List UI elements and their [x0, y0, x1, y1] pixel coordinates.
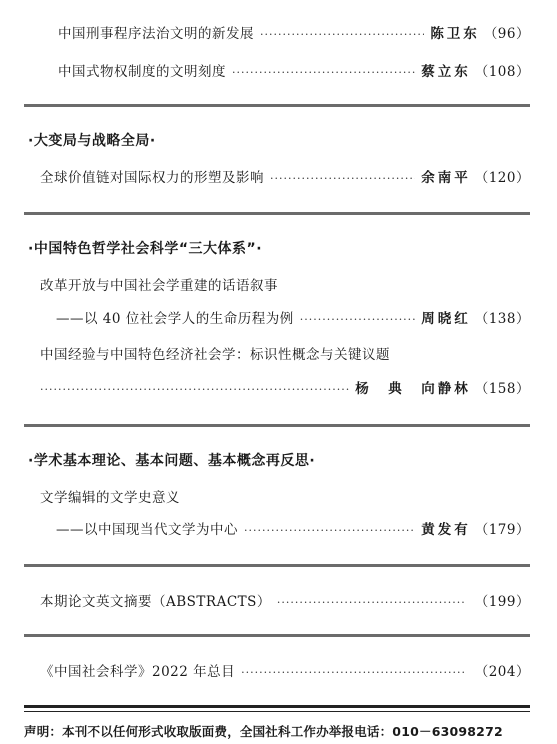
- toc-entry[interactable]: [40, 377, 530, 397]
- toc-entry[interactable]: [58, 60, 530, 80]
- footer-rule: [24, 705, 530, 708]
- section-divider: [24, 212, 530, 215]
- toc-entry-title[interactable]: [40, 486, 530, 506]
- entry-author: 周晓红: [421, 311, 471, 327]
- entry-page-number: （96）: [483, 26, 530, 42]
- entry-page-number: （179）: [474, 522, 530, 538]
- section-divider: [24, 564, 530, 567]
- dot-leader: [270, 172, 415, 185]
- dot-leader: [40, 383, 349, 396]
- section-heading: ·大变局与战略全局·: [28, 133, 156, 149]
- dot-leader: [260, 28, 424, 41]
- dot-leader: [232, 66, 415, 79]
- dot-leader: [244, 524, 415, 537]
- entry-page-number: （204）: [474, 664, 530, 680]
- dot-leader: [300, 313, 415, 326]
- entry-author: 蔡立东: [421, 64, 471, 80]
- entry-author: 余南平: [421, 170, 471, 186]
- toc-entry[interactable]: [56, 307, 530, 327]
- entry-title: 中国经验与中国特色经济社会学：标识性概念与关键议题: [40, 347, 390, 363]
- entry-author: 黄发有: [421, 522, 471, 538]
- entry-title: 改革开放与中国社会学重建的话语叙事: [40, 278, 278, 294]
- entry-subtitle: ——以中国现当代文学为中心: [56, 522, 238, 538]
- footer-rule: [24, 711, 530, 712]
- entry-author: 杨 典 向静林: [355, 381, 471, 397]
- dot-leader: [241, 666, 465, 679]
- toc-entry[interactable]: [56, 518, 530, 538]
- toc-entry-title[interactable]: [40, 343, 530, 363]
- entry-subtitle: ——以 40 位社会学人的生命历程为例: [56, 311, 294, 327]
- entry-page-number: （138）: [474, 311, 530, 327]
- toc-entry[interactable]: [40, 660, 530, 680]
- statement-footer: 声明：本刊不以任何形式收取版面费，全国社科工作办举报电话：010－63098272: [24, 724, 503, 739]
- toc-entry[interactable]: [40, 166, 530, 186]
- toc-entry[interactable]: [40, 590, 530, 610]
- section-divider: [24, 104, 530, 107]
- section-divider: [24, 424, 530, 427]
- entry-title: 全球价值链对国际权力的形塑及影响: [40, 170, 264, 186]
- entry-title: 中国刑事程序法治文明的新发展: [58, 26, 254, 42]
- section-heading: ·中国特色哲学社会科学“三大体系”·: [28, 241, 263, 257]
- entry-title: 《中国社会科学》2022 年总目: [40, 664, 236, 680]
- entry-page-number: （108）: [474, 64, 530, 80]
- entry-page-number: （120）: [474, 170, 530, 186]
- entry-page-number: （158）: [474, 381, 530, 397]
- section-divider: [24, 634, 530, 637]
- section-heading: ·学术基本理论、基本问题、基本概念再反思·: [28, 453, 316, 469]
- entry-title: 本期论文英文摘要（ABSTRACTS）: [40, 594, 271, 610]
- entry-author: 陈卫东: [430, 26, 480, 42]
- entry-title: 中国式物权制度的文明刻度: [58, 64, 226, 80]
- entry-title: 文学编辑的文学史意义: [40, 490, 180, 506]
- toc-entry[interactable]: [58, 22, 530, 42]
- dot-leader: [277, 596, 465, 609]
- toc-entry-title[interactable]: [40, 274, 530, 294]
- entry-page-number: （199）: [474, 594, 530, 610]
